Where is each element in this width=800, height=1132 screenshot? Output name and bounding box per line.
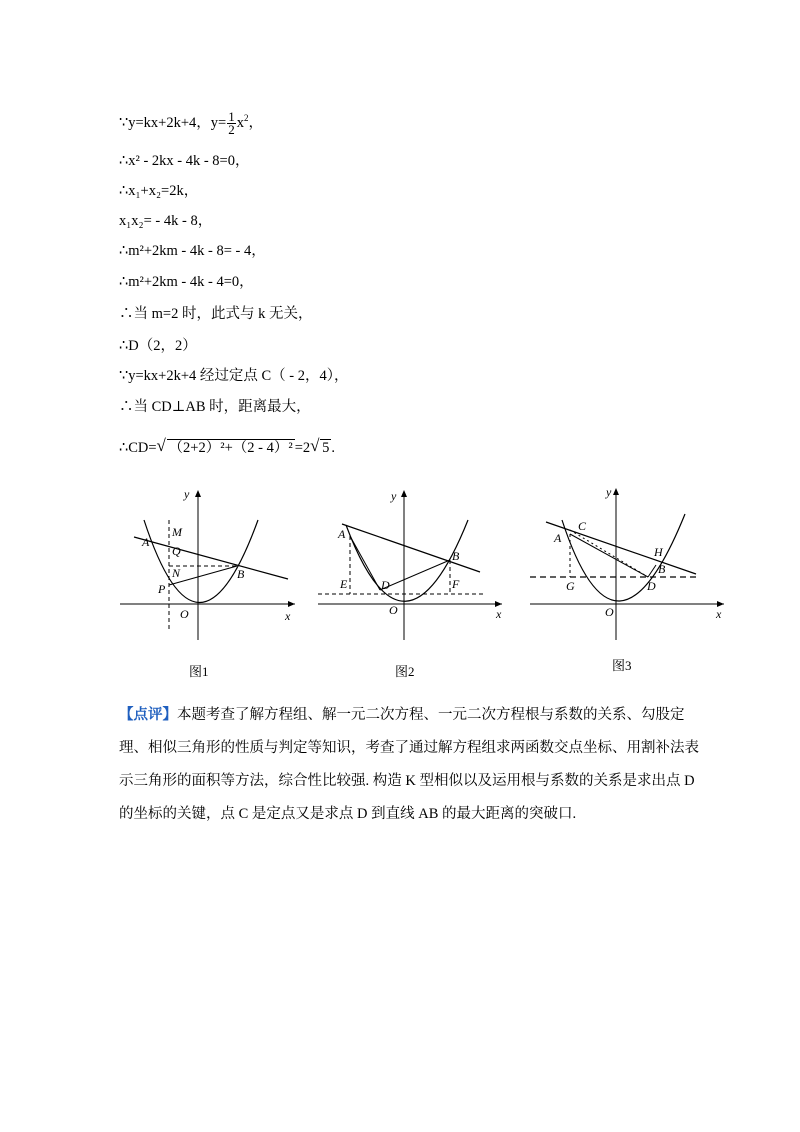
label-b: B: [658, 562, 666, 576]
label-p: P: [158, 582, 166, 596]
label-x: x: [285, 609, 291, 623]
label-y: y: [391, 489, 397, 503]
solution-line-6: ∴m²+2km - 4k - 4=0，: [119, 274, 254, 290]
segment-ad: [350, 536, 380, 590]
solution-line-5: ∴m²+2km - 4k - 8= - 4，: [119, 243, 266, 259]
figure-2-caption: 图2: [395, 664, 415, 679]
label-g: G: [566, 579, 575, 593]
solution-line-8: ∴D（2，2）: [119, 338, 197, 354]
solution-line-1: ∵y=kx+2k+4，y= $\frac{1}{2}$ $x^2$，: [119, 109, 263, 137]
line-ab: [134, 537, 288, 579]
solution-line-11: ∴CD= √ （2+2）²+（2 - 4）² =2 √ 5 .: [119, 436, 335, 456]
label-b: B: [452, 549, 460, 563]
comment-text: 本题考查了解方程组、解一元二次方程、一元二次方程根与系数的关系、勾股定理、相似三角形的性质与判定等知识，考查了通过解方程组求两函数交点坐标、用割补法表示三角形的面积等方法，综合性比较强. 构造 K 型相似以及运用根与系数的关系是求出点 D 的坐标的关键，点 C 是定点又是求点 D 到直线 AB 的最大距离的突破口.: [119, 707, 699, 822]
figure-2-diagram: [318, 480, 508, 645]
comment-paragraph: [119, 699, 699, 831]
figure-1-caption: 图1: [189, 664, 209, 679]
label-a: A: [142, 535, 150, 549]
solution-line-9: ∵y=kx+2k+4 经过定点 C（ - 2，4），: [119, 368, 349, 384]
label-q: Q: [172, 544, 181, 558]
y-axis-arrow: [195, 490, 201, 497]
label-d: D: [647, 579, 656, 593]
solution-line-7: ∴当 m=2 时，此式与 k 无关，: [119, 306, 313, 322]
line-ab: [546, 522, 696, 574]
figure-1-diagram: [120, 480, 300, 645]
figure-3: [530, 480, 730, 650]
label-x: x: [496, 607, 502, 621]
label-o: O: [389, 603, 398, 617]
x-axis-arrow: [288, 601, 295, 607]
solution-line-2: ∴x² - 2kx - 4k - 8=0，: [119, 153, 250, 169]
label-y: y: [606, 485, 612, 499]
label-m: M: [172, 525, 182, 539]
figure-3-caption: 图3: [612, 658, 632, 673]
label-n: N: [172, 566, 181, 580]
label-y: y: [184, 487, 190, 501]
segment-dh: [648, 565, 656, 577]
segment-db: [380, 560, 450, 590]
segment-ad: [570, 534, 648, 577]
solution-line-4: x₁x₂= - 4k - 8，: [119, 213, 213, 229]
figure-2: [318, 480, 508, 650]
line-ab: [342, 524, 480, 572]
label-f: F: [452, 577, 460, 591]
sqrt-five: √ 5: [310, 436, 330, 456]
sqrt-expression: √ （2+2）²+（2 - 4）²: [156, 436, 293, 456]
solution-line-10: ∴当 CD⊥AB 时，距离最大，: [119, 399, 311, 415]
y-axis-arrow: [613, 488, 619, 495]
label-b: B: [237, 567, 245, 581]
label-a: A: [338, 527, 346, 541]
y-axis-arrow: [401, 490, 407, 497]
solution-line-3: ∴x₁+x₂=2k，: [119, 183, 199, 199]
label-x: x: [716, 607, 722, 621]
label-o: O: [180, 607, 189, 621]
label-h: H: [654, 545, 663, 559]
figure-3-diagram: [530, 480, 730, 645]
label-e: E: [340, 577, 348, 591]
figure-1: [120, 480, 300, 650]
label-a: A: [554, 531, 562, 545]
label-c: C: [578, 519, 587, 533]
label-d: D: [381, 578, 390, 592]
fraction-one-half: $\frac{1}{2}$: [228, 109, 235, 137]
comment-tag: 【点评】: [119, 707, 177, 723]
label-o: O: [605, 605, 614, 619]
